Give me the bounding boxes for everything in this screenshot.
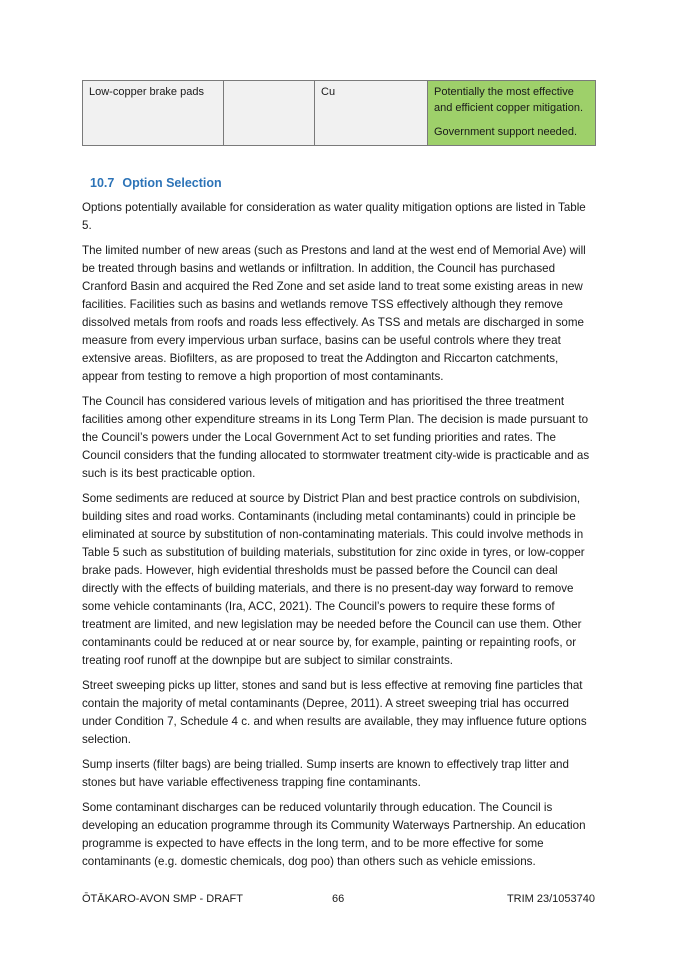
table-row xyxy=(83,81,596,146)
footer-page-number: 66 xyxy=(332,893,345,905)
section-title: Option Selection xyxy=(122,176,222,190)
paragraph: Some contaminant discharges can be reduced voluntarily through education. The Council is developing an education programme through its Community Waterways Partnership. An education programme is expected to have effects in the long term, and to be more effective for some contaminants (e.g. domestic chemicals, dog poo) than others such as vehicle emissions. xyxy=(82,801,586,868)
paragraph: Sump inserts (filter bags) are being trialled. Sump inserts are known to effectively trap litter and stones but have variable effectiveness trapping fine contaminants. xyxy=(82,758,569,789)
paragraph: Street sweeping picks up litter, stones and sand but is less effective at removing fine particles that contain the majority of metal contaminants (Depree, 2011). A street sweeping trial has occurred under Condition 7, Schedule 4 c. and when results are available, they may influence future options selection. xyxy=(82,679,587,746)
options-table xyxy=(82,80,596,146)
document-page xyxy=(82,80,595,878)
page-footer xyxy=(82,893,595,909)
empty-cell xyxy=(224,81,315,146)
footer-trim-reference: TRIM 23/1053740 xyxy=(506,893,595,905)
paragraph: Options potentially available for consideration as water quality mitigation options are listed in Table 5. xyxy=(82,201,586,232)
notes-line-1: Potentially the most effective and efficient copper mitigation. xyxy=(434,86,583,114)
option-cell xyxy=(83,81,224,146)
paragraph: Some sediments are reduced at source by District Plan and best practice controls on subdivision, building sites and road works. Contaminants (including metal contaminants) could in principle be eliminated at source by substitution of non-contaminating materials. This could involve methods in Table 5 such as substitution of building materials, substitution for zinc oxide in tyres, or low-copper brake pads. However, high evidential thresholds must be passed before the Council can deal directly with the effects of building materials, and there is no present-day way forward to remove some vehicle contaminants (Ira, ACC, 2021). The Council’s powers to require these forms of treatment are limited, and new legislation may be needed before the Council can use them. Other contaminants could be reduced at or near source by, for example, painting or repainting roofs, or treating roof runoff at the downpipe but are subject to similar constraints. xyxy=(82,492,585,667)
paragraph: The limited number of new areas (such as Prestons and land at the west end of Memorial Ave) will be treated through basins and wetlands or infiltration. In addition, the Council has purchased Cranford Basin and acquired the Red Zone and set aside land to treat some existing areas in new facilities. Facilities such as basins and wetlands remove TSS effectively although they remove dissolved metals from roofs and roads less effectively. As TSS and metals are discharged in some measure from every impervious urban surface, basins can be useful controls where they treat extensive areas. Biofilters, as are proposed to treat the Addington and Riccarton catchments, appear from testing to remove a high proportion of most contaminants. xyxy=(82,244,586,383)
paragraph: The Council has considered various levels of mitigation and has prioritised the three treatment facilities among other expenditure streams in its Long Term Plan. The decision is made pursuant to the Council’s powers under the Local Government Act to set funding priorities and rates. The Council considers that the funding allocated to stormwater treatment city-wide is practicable and as such is its best practicable option. xyxy=(82,395,590,480)
contaminant-value: Cu xyxy=(321,86,336,98)
section-heading xyxy=(90,176,595,190)
option-name: Low-copper brake pads xyxy=(89,86,204,98)
section-number: 10.7 xyxy=(90,176,115,190)
footer-document-title: ŌTĀKARO-AVON SMP - DRAFT xyxy=(82,893,243,905)
notes-cell xyxy=(428,81,596,146)
contaminant-cell xyxy=(315,81,428,146)
notes-line-2: Government support needed. xyxy=(434,126,578,138)
